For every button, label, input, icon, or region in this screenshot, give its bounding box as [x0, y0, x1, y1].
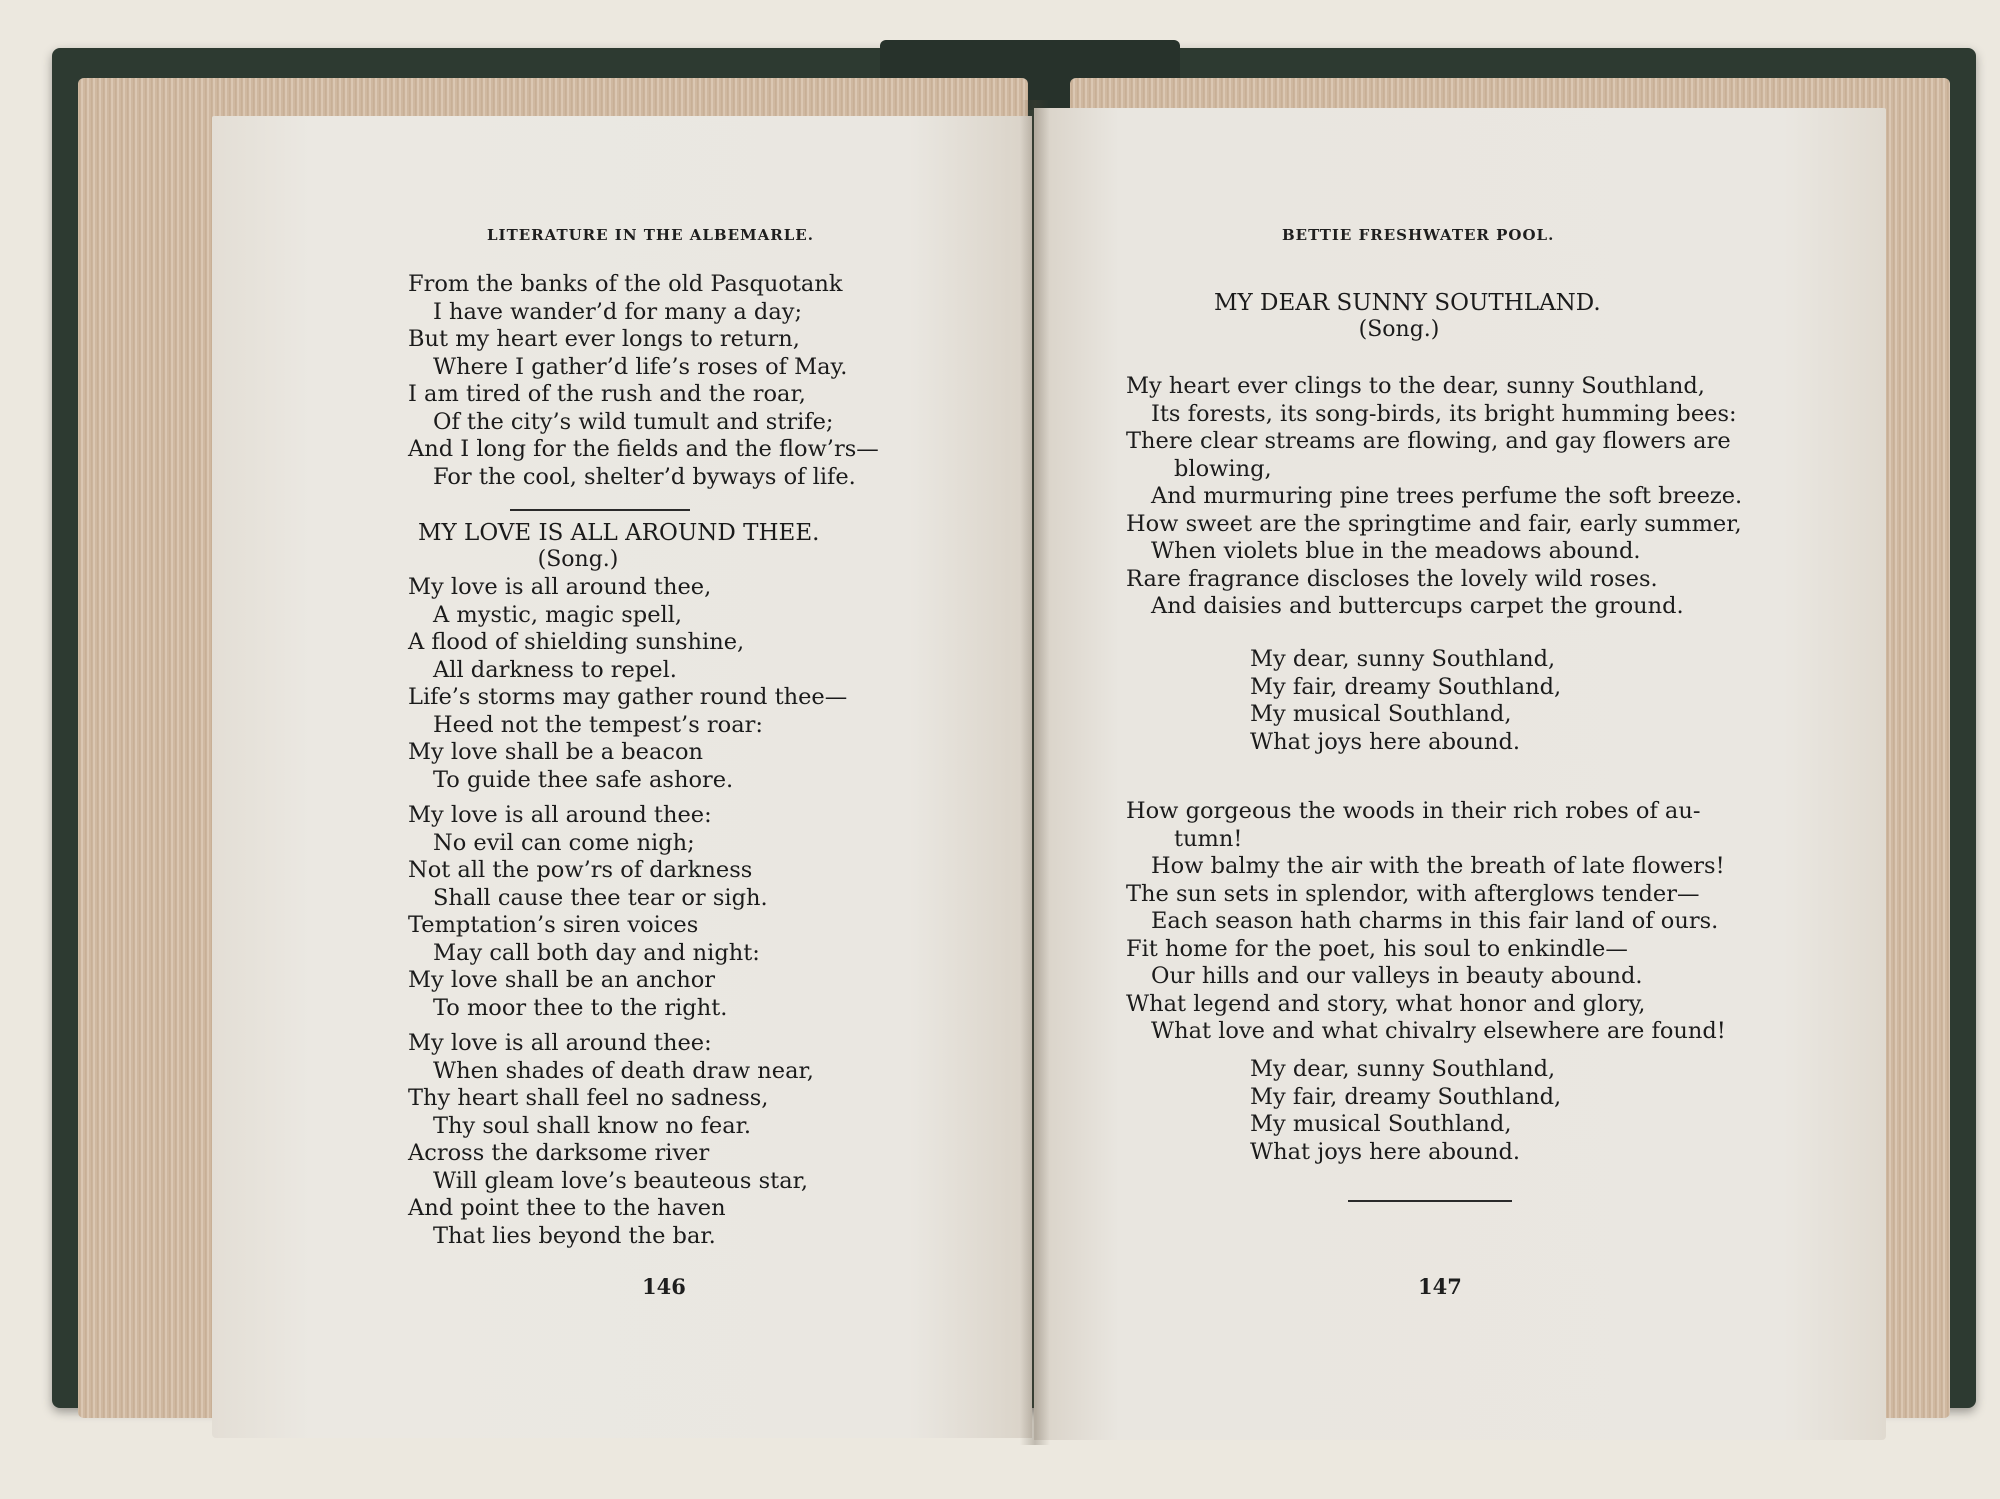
verse-line: Life’s storms may gather round thee—	[408, 684, 848, 710]
chorus-line: My musical Southland,	[1250, 1111, 1512, 1137]
section-divider	[510, 509, 690, 511]
verse-line: Where I gather’d life’s roses of May.	[433, 353, 848, 380]
verse-line: A mystic, magic spell,	[433, 601, 683, 628]
chorus-line: What joys here abound.	[1250, 728, 1521, 755]
verse-line: For the cool, shelter’d byways of life.	[433, 463, 856, 490]
verse-line: When violets blue in the meadows abound.	[1151, 538, 1641, 564]
verse-line: My love is all around thee:	[408, 1030, 712, 1056]
poem-title: MY LOVE IS ALL AROUND THEE.	[418, 520, 820, 546]
chorus-line: My fair, dreamy Southland,	[1250, 673, 1562, 700]
right-page	[1034, 108, 1886, 1440]
chorus-line: My dear, sunny Southland,	[1250, 1056, 1556, 1082]
chorus-line: What joys here abound.	[1250, 1138, 1521, 1165]
verse-line: No evil can come nigh;	[433, 829, 695, 856]
poem-subtitle: (Song.)	[537, 547, 619, 572]
verse-line: How gorgeous the woods in their rich robes of au-	[1126, 798, 1701, 824]
verse-line: Heed not the tempest’s roar:	[433, 711, 763, 738]
verse-line: Each season hath charms in this fair land of ours.	[1151, 908, 1719, 934]
verse-line: Temptation’s siren voices	[408, 912, 699, 938]
chorus-line: My dear, sunny Southland,	[1250, 646, 1556, 672]
poem-stanza-2	[408, 802, 768, 1022]
verse-line: What legend and story, what honor and glory,	[1126, 990, 1646, 1017]
verse-line: My heart ever clings to the dear, sunny Southland,	[1126, 373, 1705, 399]
verse-line: Thy soul shall know no fear.	[433, 1112, 752, 1139]
verse-line: Thy heart shall feel no sadness,	[408, 1085, 769, 1111]
right-running-header: BETTIE FRESHWATER POOL.	[1282, 226, 1555, 244]
page-number: 147	[1418, 1274, 1462, 1299]
verse-line: blowing,	[1174, 455, 1272, 482]
verse-line: Shall cause thee tear or sigh.	[433, 884, 768, 911]
verse-line: To guide thee safe ashore.	[433, 766, 734, 793]
verse-line: Across the darksome river	[408, 1140, 710, 1166]
verse-line: My love shall be a beacon	[408, 739, 704, 765]
poem-stanza-1	[1126, 373, 1742, 621]
left-running-header: LITERATURE IN THE ALBEMARLE.	[487, 226, 814, 244]
verse-line: And murmuring pine trees perfume the soft breeze.	[1151, 483, 1743, 509]
end-rule	[1348, 1200, 1512, 1202]
verse-line: And point thee to the haven	[408, 1195, 726, 1221]
verse-line: Will gleam love’s beauteous star,	[433, 1167, 809, 1194]
verse-line: There clear streams are flowing, and gay flowers are	[1126, 428, 1731, 454]
verse-line: What love and what chivalry elsewhere are found!	[1151, 1018, 1726, 1044]
verse-line: Not all the pow’rs of darkness	[408, 857, 753, 883]
poem-stanza-3	[408, 1030, 814, 1250]
verse-line: That lies beyond the bar.	[433, 1222, 716, 1249]
poem-subtitle: (Song.)	[1358, 317, 1440, 342]
verse-line: My love is all around thee:	[408, 802, 712, 828]
verse-line: But my heart ever longs to return,	[408, 326, 800, 352]
verse-line: I am tired of the rush and the roar,	[408, 381, 806, 407]
verse-line: When shades of death draw near,	[433, 1057, 814, 1084]
verse-line: tumn!	[1174, 825, 1243, 852]
verse-line: To moor thee to the right.	[433, 994, 728, 1021]
verse-line: The sun sets in splendor, with afterglows tender—	[1126, 880, 1700, 907]
verse-line: May call both day and night:	[433, 939, 760, 966]
verse-line: Its forests, its song-birds, its bright humming bees:	[1151, 400, 1737, 427]
left-page	[212, 116, 1032, 1438]
verse-line: And daisies and buttercups carpet the ground.	[1151, 593, 1684, 619]
poem-stanza-2	[1126, 798, 1726, 1046]
chorus-1	[1250, 646, 1561, 756]
page-number: 146	[642, 1274, 686, 1299]
verse-line: All darkness to repel.	[433, 656, 677, 683]
chorus-line: My musical Southland,	[1250, 701, 1512, 727]
poem-stanza-1	[408, 574, 847, 794]
verse-line: I have wander’d for many a day;	[433, 298, 803, 325]
verse-line: Rare fragrance discloses the lovely wild roses.	[1126, 565, 1658, 592]
chorus-2	[1250, 1056, 1561, 1166]
opening-stanza	[408, 271, 879, 491]
verse-line: A flood of shielding sunshine,	[408, 629, 745, 655]
verse-line: Our hills and our valleys in beauty abound.	[1151, 963, 1643, 989]
verse-line: Of the city’s wild tumult and strife;	[433, 408, 834, 435]
poem-title: MY DEAR SUNNY SOUTHLAND.	[1214, 290, 1601, 316]
chorus-line: My fair, dreamy Southland,	[1250, 1083, 1562, 1110]
verse-line: From the banks of the old Pasquotank	[408, 271, 843, 297]
verse-line: Fit home for the poet, his soul to enkindle—	[1126, 935, 1628, 962]
verse-line: How balmy the air with the breath of late flowers!	[1151, 853, 1725, 879]
verse-line: How sweet are the springtime and fair, early summer,	[1126, 510, 1742, 537]
verse-line: My love shall be an anchor	[408, 967, 716, 993]
book-gutter	[1020, 100, 1050, 1445]
verse-line: My love is all around thee,	[408, 574, 712, 600]
verse-line: And I long for the fields and the flow’rs—	[408, 436, 879, 462]
